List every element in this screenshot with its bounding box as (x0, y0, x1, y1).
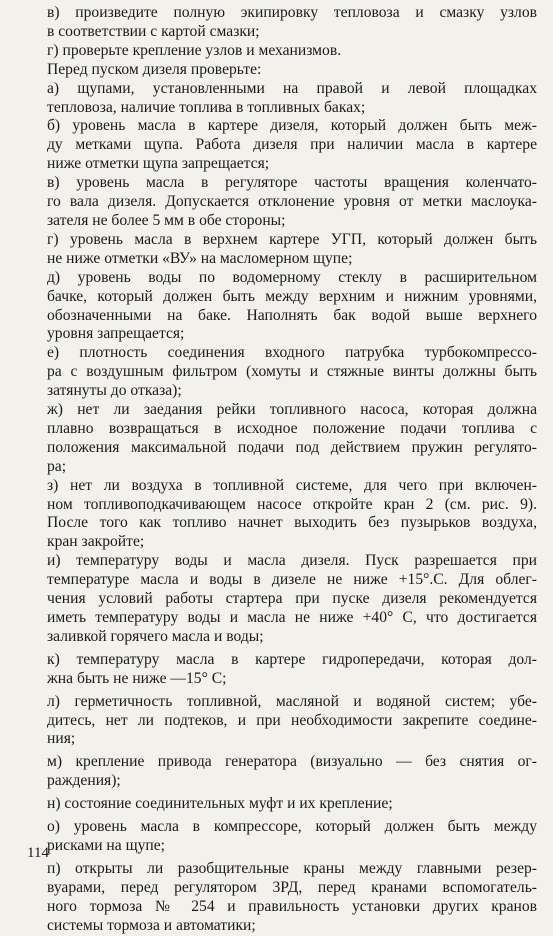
text-line: а) щупами, установленными на правой и левой площадках (47, 79, 537, 97)
text-line: ного тормоза № 254 и правильность установки других кранов (47, 897, 537, 915)
text-line: г) уровень масла в верхнем картере УГП, который должен быть (47, 230, 537, 248)
text-line: заливкой горячего масла и воды; (47, 627, 264, 645)
text-line: б) уровень масла в картере дизеля, который должен быть меж- (47, 117, 537, 135)
text-line: ном топливоподкачивающем насосе откройте кран 2 (см. рис. 9). (47, 495, 537, 513)
text-line: и) температуру воды и масла дизеля. Пуск разрешается при (47, 552, 537, 570)
text-line: г) проверьте крепление узлов и механизмов. (47, 41, 342, 59)
text-line: После того как топливо начнет выходить без пузырьков воздуха, (47, 514, 537, 532)
text-line: иметь температуру воды и масла не ниже +40° С, что достигается (47, 609, 537, 626)
text-line: дитесь, нет ли подтеков, и при необходимости закрепите соедине- (47, 711, 537, 729)
text-line: в) уровень масла в регуляторе частоты вращения коленчато- (47, 174, 537, 192)
text-line: е) плотность соединения входного патрубка турбокомпрессо- (47, 344, 537, 362)
text-line: плавно возвращаться в исходное положение подачи топлива с (47, 419, 537, 437)
text-line: з) нет ли воздуха в топливной системе, для чего при включен- (47, 476, 537, 494)
text-line: в соответствии с картой смазки; (47, 22, 260, 40)
text-line: м) крепление привода генератора (визуально — без снятия ог- (47, 753, 537, 771)
text-line: го вала дизеля. Допускается отклонение уровня от метки маслоука- (47, 193, 537, 211)
text-line: ж) нет ли заедания рейки топливного насоса, которая должна (47, 401, 537, 419)
text-line: обозначенными на баке. Наполнять бак водой выше верхнего (47, 306, 537, 324)
text-line: Перед пуском дизеля проверьте: (47, 60, 262, 78)
text-line: положения максимальной подачи под действием пружин регулято- (47, 438, 537, 456)
text-line: ра; (47, 457, 67, 475)
text-line: затянуты до отказа); (47, 382, 182, 400)
text-line: ниже отметки щупа запрещается; (47, 155, 270, 173)
text-line: не ниже отметки «ВУ» на масломерном щупе; (47, 249, 353, 267)
text-line: к) температуру масла в картере гидропередачи, которая дол- (47, 650, 537, 668)
body-text (47, 4, 537, 936)
text-line: чения условий работы стартера при пуске дизеля рекомендуется (47, 590, 537, 608)
text-line: н) состояние соединительных муфт и их крепление; (47, 795, 393, 813)
text-line: температуре масла и воды в дизеле не ниже +15°.С. Для облег- (47, 571, 537, 589)
text-line: в) произведите полную экипировку тепловоза и смазку узлов (47, 4, 537, 21)
text-line: раждения); (47, 772, 121, 790)
text-line: зателя не более 5 мм в обе стороны; (47, 211, 286, 229)
text-line: о) уровень масла в компрессоре, который должен быть между (47, 818, 537, 836)
text-line: ния; (47, 730, 76, 748)
text-line: ду метками щупа. Работа дизеля при наличии масла в картере (47, 136, 537, 154)
page-number: 114 (27, 845, 49, 861)
text-line: уровня запрещается; (47, 325, 185, 343)
text-line: д) уровень воды по водомерному стеклу в расширительном (47, 268, 537, 286)
text-line: рисками на щупе; (47, 836, 166, 854)
text-line: системы тормоза и автоматики; (47, 916, 256, 934)
text-line: л) герметичность топливной, масляной и водяной систем; убе- (47, 692, 537, 710)
text-line: жна быть не ниже —15° С; (47, 669, 227, 687)
text-line: вуарами, перед регулятором 3РД, перед кранами вспомогатель- (47, 878, 537, 896)
text-line: бачке, который должен быть между верхним и нижним уровнями, (47, 287, 537, 305)
text-line: кран закройте; (47, 533, 145, 551)
text-line: п) открыты ли разобщительные краны между главными резер- (47, 859, 537, 877)
text-line: ра с воздушным фильтром (хомуты и стяжные винты должны быть (47, 363, 537, 381)
text-line: тепловоза, наличие топлива в топливных баках; (47, 98, 366, 116)
